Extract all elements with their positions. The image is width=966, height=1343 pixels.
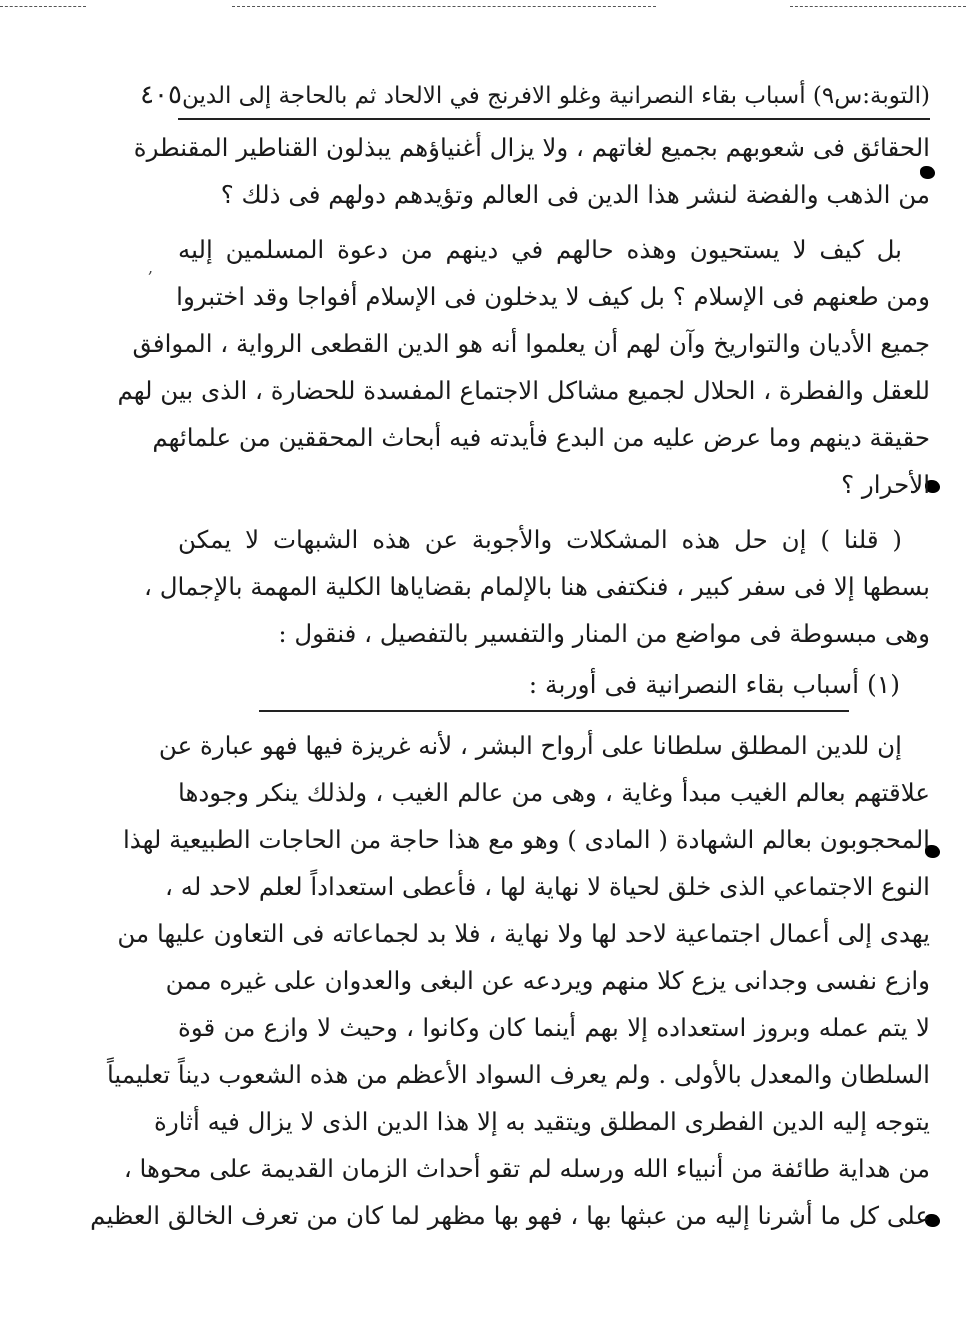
text-line: لا يتم عمله وبروز استعداده إلا بهم أينما كان وكانوا ، وحيث لا وازع من قوة (178, 1013, 930, 1042)
paragraph-4 (90, 722, 930, 1239)
paragraph-1 (133, 124, 930, 218)
text-line: للعقل والفطرة ، الحلال لجميع مشاكل الاجتماع المفسدة للحضارة ، الذى بين لهم (117, 376, 930, 405)
text-line: وازع نفسى وجدانى يزع كلا منهم ويردعه عن البغى والعدوان على غيره ممن (165, 966, 930, 995)
text-line: يهدى إلى أعمال اجتماعية لاحد لها ولا نهاية ، فلا بد لجماعاته فى التعاون عليها من (117, 919, 930, 948)
paragraph-3 (144, 516, 930, 657)
top-rule-right (790, 6, 966, 7)
margin-tick: , (148, 258, 154, 277)
section-heading: (١) أسباب بقاء النصرانية فى أوربة : (528, 670, 900, 699)
text-line: المحجوبون بعالم الشهادة ( المادى ) وهو مع هذا حاجة من الحاجات الطبيعية لهذا (122, 825, 930, 854)
section-divider (259, 710, 849, 712)
page-header (140, 72, 930, 120)
text-line: ( قلنا ) إن حل هذه المشكلات والأجوبة عن هذه الشبهات لا يمكن (178, 525, 902, 554)
text-line: ومن طعنهم فى الإسلام ؟ بل كيف لا يدخلون فى الإسلام أفواجا وقد اختبروا (176, 282, 930, 311)
text-line: بسطها إلا فى سفر كبير ، فنكتفى هنا بالإلمام بقضاياها الكلية المهمة بالإجمال ، (144, 572, 930, 601)
text-line: علاقتهم بعالم الغيب مبدأ وغاية ، وهى من عالم الغيب ، ولذلك ينكر وجودها (178, 778, 930, 807)
top-rule-left (0, 6, 86, 7)
text-line: السلطان والمعدل بالأولى . ولم يعرف السواد الأعظم من هذه الشعوب ديناً تعليمياً (106, 1060, 930, 1089)
text-line: إن للدين المطلق سلطانا على أرواح البشر ، لأنه غريزة فيها فهو عبارة عن (158, 731, 902, 760)
text-line: الأحرار ؟ (841, 470, 930, 499)
book-page (90, 72, 930, 1239)
text-line: بل كيف لا يستحيون وهذه حالهم في دينهم من دعوة المسلمين إليه (178, 235, 902, 264)
text-line: حقيقة دينهم وما عرض عليه من البدع فأيدته فيه أبحاث المحققين من علمائهم (152, 423, 930, 452)
text-line: وهى مبسوطة فى مواضع من المنار والتفسير بالتفصيل ، فنقول : (278, 619, 930, 648)
text-line: جميع الأديان والتواريخ وآن لهم أن يعلموا أنه هو الدين القطعى الرواية ، الموافق (132, 329, 930, 358)
text-line: على كل ما أشرنا إليه من عبثها بها ، فهو بها مظهر لما كان من تعرف الخالق العظيم (90, 1201, 930, 1230)
running-title: (التوبة:س٩) أسباب بقاء النصرانية وغلو الافرنج في الالحاد ثم بالحاجة إلى الدين (181, 83, 930, 109)
text-line: الحقائق فى شعوبهم بجميع لغاتهم ، ولا يزال أغنياؤهم يبذلون القناطير المقنطرة (133, 133, 930, 162)
text-line: من هداية طائفة من أنبياء الله ورسله لم تقو أحداث الزمان القديمة على محوها ، (123, 1154, 930, 1183)
page-number: ٤٠٥ (140, 80, 182, 110)
text-line: من الذهب والفضة لنشر هذا الدين فى العالم وتؤيدهم دولهم فى ذلك ؟ (220, 180, 930, 209)
text-line: النوع الاجتماعي الذى خلق لحياة لا نهاية لها ، فأعطى استعداداً لعلم لاحد له ، (165, 872, 930, 901)
text-line: يتوجه إليه الدين الفطرى المطلق ويتقيد به إلا هذا الدين الذى لا يزال فيه أثارة (154, 1107, 930, 1136)
top-rule-mid (232, 6, 656, 7)
paragraph-2 (117, 226, 930, 508)
